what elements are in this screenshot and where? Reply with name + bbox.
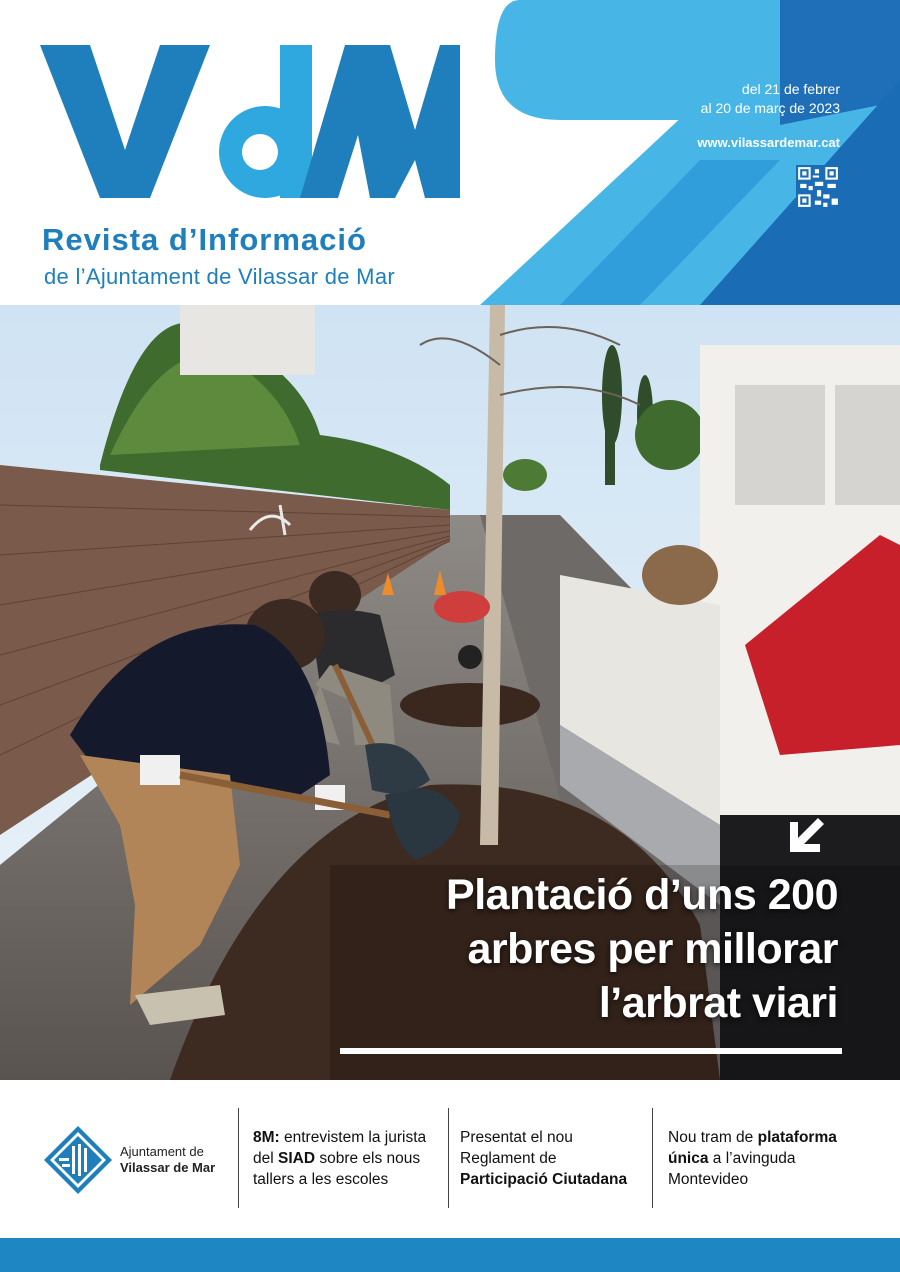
issue-date-end: al 20 de març de 2023 [700, 100, 840, 116]
teaser-8m-siad: SIAD [278, 1150, 316, 1167]
issue-dates [701, 80, 840, 118]
ajuntament-emblem-icon [42, 1124, 114, 1196]
masthead [0, 0, 900, 305]
teaser-plataforma-bold: plataforma única [668, 1129, 837, 1167]
publisher-line: de l’Ajuntament de Vilassar de Mar [44, 264, 395, 289]
org-line-1: Ajuntament de [120, 1144, 204, 1159]
headline-line-3: l’arbrat viari [598, 979, 838, 1027]
org-line-2: Vilassar de Mar [120, 1160, 216, 1175]
magazine-subtitle: Revista d’Informació [42, 222, 367, 257]
teaser-8m-text: entrevistem la jurista del [253, 1129, 427, 1167]
teaser-8m[interactable] [253, 1127, 445, 1190]
teaser-reglament[interactable] [460, 1127, 645, 1190]
headline-line-2: arbres per millorar [467, 925, 838, 973]
teaser-plataforma[interactable] [668, 1127, 858, 1190]
arrow-down-left-icon [784, 812, 830, 858]
footer-divider [238, 1108, 239, 1208]
footer-divider [652, 1108, 653, 1208]
teaser-reglament-text: Presentat el nou Reglament de [460, 1129, 573, 1167]
teaser-plataforma-text: Nou tram de [668, 1129, 758, 1146]
ajuntament-name [120, 1144, 215, 1176]
vdm-logo [40, 40, 460, 205]
qr-code-icon [796, 165, 840, 209]
teaser-plataforma-text-end: a l’avinguda Montevideo [668, 1150, 796, 1188]
headline-underline [340, 1048, 842, 1054]
cover-headline [446, 868, 838, 1030]
website-url: www.vilassardemar.cat [697, 135, 840, 150]
footer-divider [448, 1108, 449, 1208]
teaser-8m-label: 8M: [253, 1129, 280, 1146]
bottom-color-bar [0, 1238, 900, 1272]
teaser-reglament-bold: Participació Ciutadana [460, 1171, 628, 1188]
headline-line-1: Plantació d’uns 200 [446, 871, 838, 919]
issue-date-start: del 21 de febrer [741, 81, 840, 97]
teaser-8m-text-end: sobre els nous tallers a les escoles [253, 1150, 421, 1188]
